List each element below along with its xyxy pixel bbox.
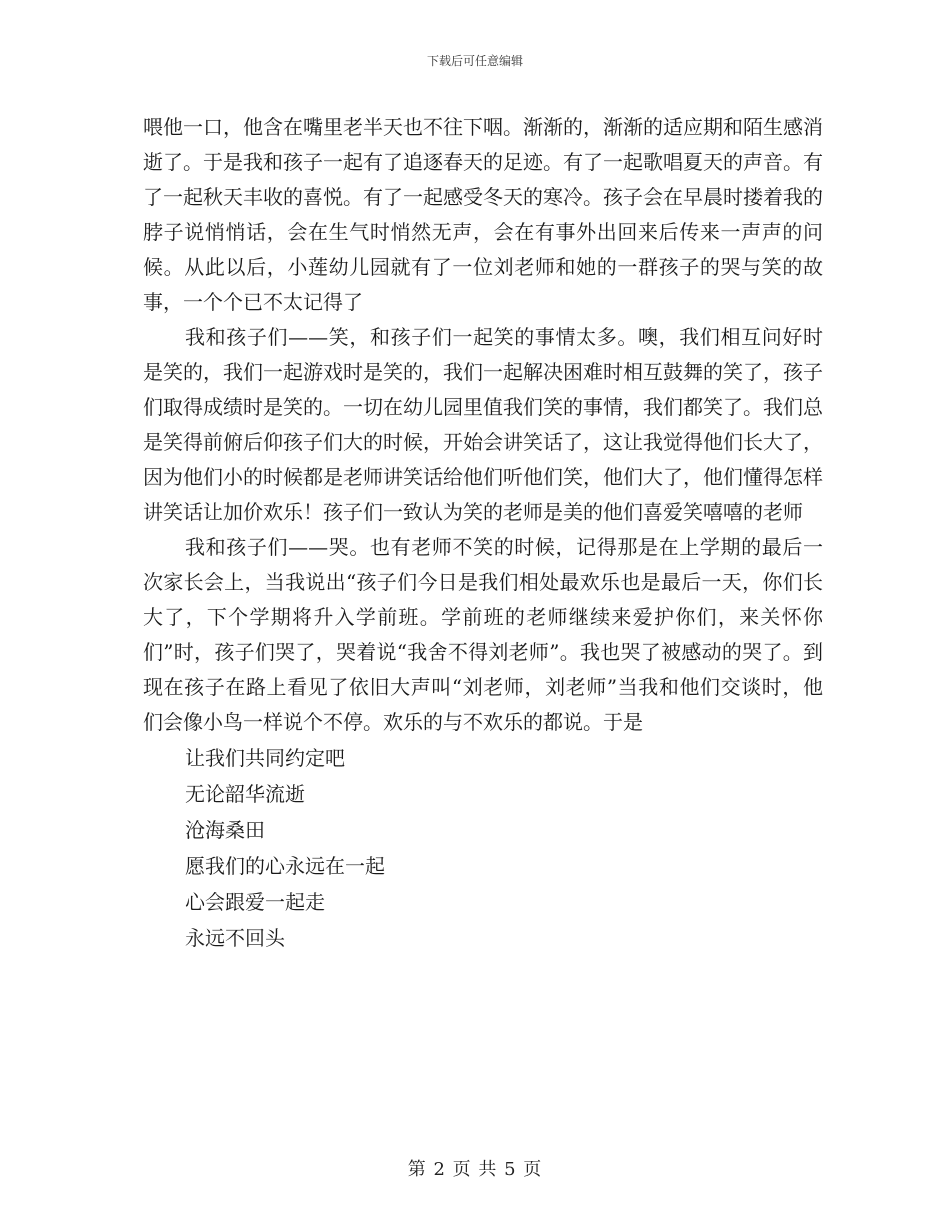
poem-line: 无论韶华流逝	[185, 782, 305, 806]
poem-line: 愿我们的心永远在一起	[185, 854, 385, 878]
page-number: 第 2 页 共 5 页	[407, 1159, 543, 1180]
poem-line: 沧海桑田	[185, 818, 265, 842]
paragraph-3: 我和孩子们——哭。也有老师不笑的时候，记得那是在上学期的最后一次家长会上，当我说出“孩子们今日是我们相处最欢乐也是最后一天，你们长大了，下个学期将升入学前班。学前班的老师继续来爱护你们，来关怀你们”时，孩子们哭了，哭着说“我舍不得刘老师”。我也哭了被感动的哭了。到现在孩子在路上看见了依旧大声叫“刘老师，刘老师”当我和他们交谈时，他们会像小鸟一样说个不停。欢乐的与不欢乐的都说。于是	[143, 535, 823, 734]
poem-line: 让我们共同约定吧	[185, 746, 345, 770]
poem-line: 心会跟爱一起走	[185, 890, 325, 914]
paragraph-2: 我和孩子们——笑，和孩子们一起笑的事情太多。噢，我们相互问好时是笑的，我们一起游戏时是笑的，我们一起解决困难时相互鼓舞的笑了，孩子们取得成绩时是笑的。一切在幼儿园里值我们笑的事情，我们都笑了。我们总是笑得前俯后仰孩子们大的时候，开始会讲笑话了，这让我觉得他们长大了，因为他们小的时候都是老师讲笑话给他们听他们笑，他们大了，他们懂得怎样讲笑话让加价欢乐！孩子们一致认为笑的老师是美的他们喜爱笑嘻嘻的老师	[143, 325, 823, 524]
poem	[143, 740, 823, 956]
paragraph-1: 喂他一口，他含在嘴里老半天也不往下咽。渐渐的，渐渐的适应期和陌生感消逝了。于是我和孩子一起有了追逐春天的足迹。有了一起歌唱夏天的声音。有了一起秋天丰收的喜悦。有了一起感受冬天的寒冷。孩子会在早晨时搂着我的脖子说悄悄话，会在生气时悄然无声，会在有事外出回来后传来一声声的问候。从此以后，小莲幼儿园就有了一位刘老师和她的一群孩子的哭与笑的故事，一个个已不太记得了	[143, 115, 823, 314]
document-body	[143, 110, 823, 956]
page-header: 下载后可任意编辑	[426, 54, 523, 68]
poem-line: 永远不回头	[185, 926, 285, 950]
